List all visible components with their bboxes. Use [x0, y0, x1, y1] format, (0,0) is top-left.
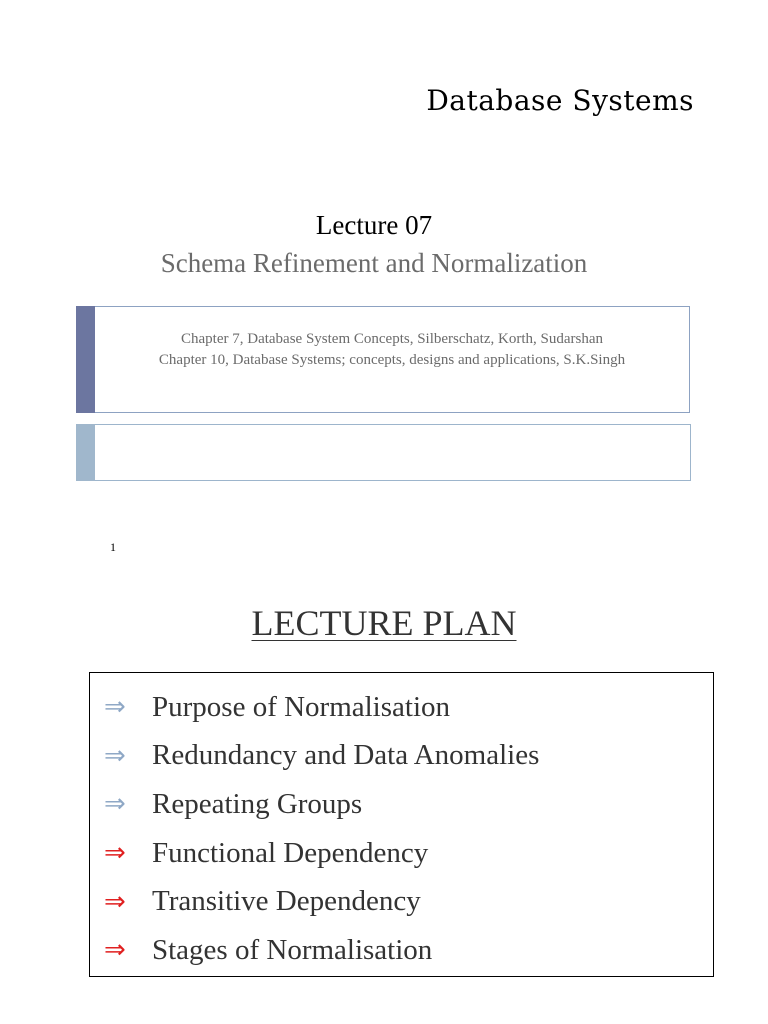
- plan-item-label: Purpose of Normalisation: [152, 690, 451, 723]
- reference-line: Chapter 7, Database System Concepts, Silberschatz, Korth, Sudarshan: [181, 331, 603, 347]
- plan-item-label: Transitive Dependency: [152, 885, 421, 918]
- reference-line: Chapter 10, Database Systems; concepts, designs and applications, S.K.Singh: [158, 352, 626, 368]
- plan-item-redundancy: [104, 732, 539, 781]
- plan-item-label: Repeating Groups: [152, 787, 363, 820]
- references-accent-bar: [76, 306, 95, 413]
- references-box: [76, 306, 690, 413]
- lecture-plan-heading: LECTURE PLAN: [251, 603, 517, 643]
- lecture-number: Lecture 07: [315, 210, 433, 240]
- placeholder-accent-bar: [76, 424, 95, 481]
- plan-item-functional-dependency: [104, 829, 539, 878]
- course-title: Database Systems: [426, 84, 694, 117]
- plan-item-label: Redundancy and Data Anomalies: [152, 739, 540, 772]
- page-number: 1: [110, 540, 116, 554]
- double-arrow-right-icon: ⇒: [104, 740, 126, 771]
- double-arrow-right-icon: ⇒: [104, 935, 126, 966]
- references-text: [95, 329, 689, 371]
- plan-item-purpose: [104, 683, 539, 732]
- lecture-subtitle: Schema Refinement and Normalization: [160, 248, 588, 278]
- double-arrow-right-icon: ⇒: [104, 838, 126, 869]
- plan-item-stages: [104, 926, 539, 975]
- lecture-plan-list: [104, 683, 539, 975]
- lecture-plan-box: [89, 672, 714, 977]
- double-arrow-right-icon: ⇒: [104, 886, 126, 917]
- plan-item-label: Stages of Normalisation: [152, 933, 433, 966]
- double-arrow-right-icon: ⇒: [104, 692, 126, 723]
- empty-placeholder-box: [76, 424, 691, 481]
- plan-item-label: Functional Dependency: [152, 836, 429, 869]
- plan-item-repeating-groups: [104, 780, 539, 829]
- double-arrow-right-icon: ⇒: [104, 789, 126, 820]
- plan-item-transitive-dependency: [104, 877, 539, 926]
